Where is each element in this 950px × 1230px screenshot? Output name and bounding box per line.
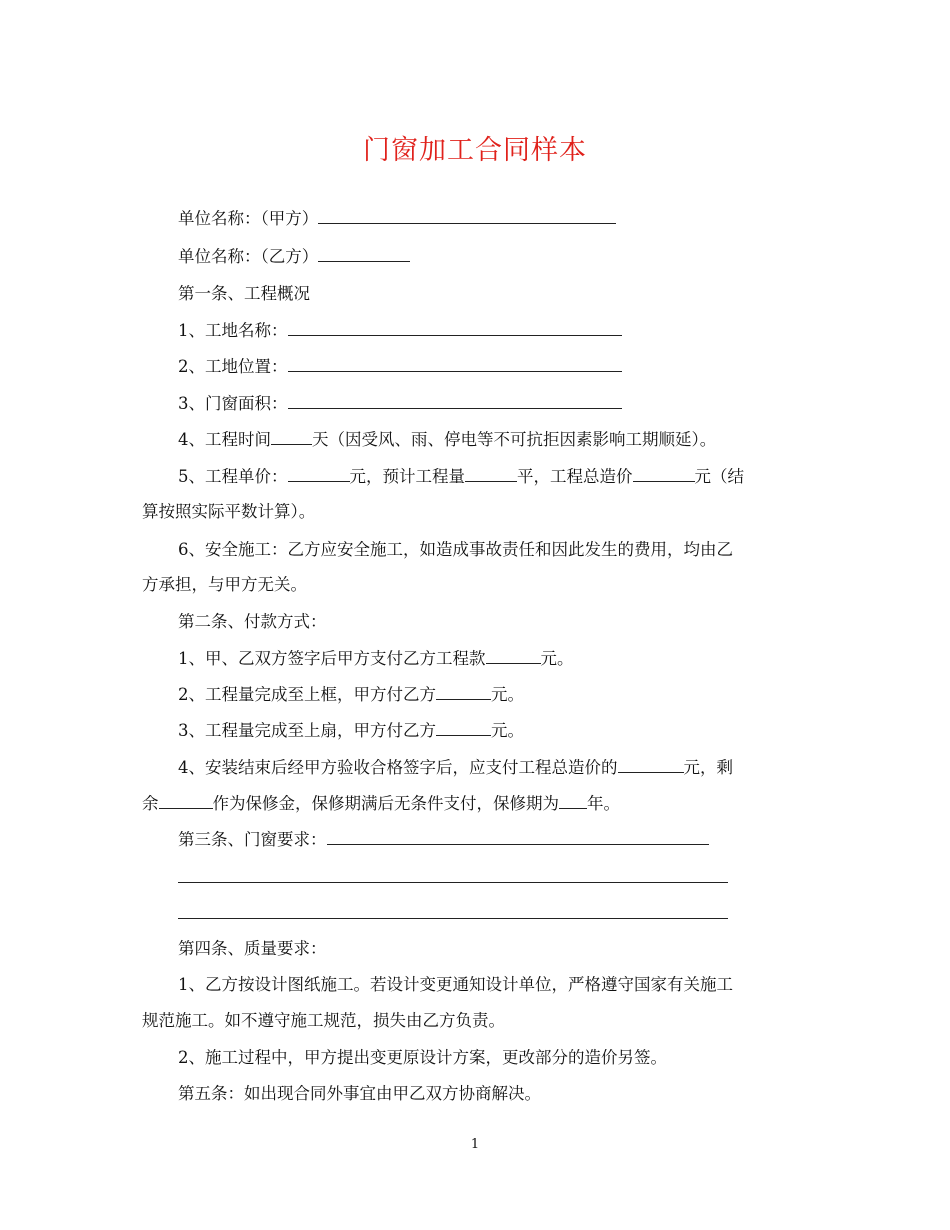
warranty-years-blank bbox=[559, 794, 587, 809]
window-requirements-rule bbox=[178, 918, 728, 919]
article-4-heading: 第四条、质量要求： bbox=[178, 939, 327, 958]
page-number: 1 bbox=[470, 1137, 480, 1152]
site-name-label: 1、工地名称： bbox=[178, 321, 288, 340]
window-area-label: 3、门窗面积： bbox=[178, 394, 288, 413]
quantity-blank bbox=[465, 467, 517, 482]
party-a-line bbox=[178, 209, 616, 229]
unit-price-label: 5、工程单价： bbox=[178, 467, 288, 486]
payment-4-remain: 余 bbox=[142, 794, 159, 813]
party-b-label: 单位名称：（乙方） bbox=[178, 247, 319, 266]
quality-2-line: 2、施工过程中，甲方提出变更原设计方案，更改部分的造价另签。 bbox=[178, 1048, 667, 1067]
quality-1-continuation: 规范施工。如不遵守施工规范，损失由乙方负责。 bbox=[142, 1011, 505, 1030]
window-requirements-blank bbox=[327, 830, 709, 845]
unit-price-blank bbox=[288, 467, 350, 482]
article-5-line: 第五条：如出现合同外事宜由甲乙双方协商解决。 bbox=[178, 1084, 541, 1103]
payment-1-blank bbox=[486, 649, 541, 664]
document-title: 门窗加工合同样本 bbox=[363, 135, 587, 166]
party-a-label: 单位名称：（甲方） bbox=[178, 209, 319, 228]
work-time-label: 4、工程时间 bbox=[178, 430, 271, 449]
payment-4-suffix: 元，剩 bbox=[683, 758, 733, 777]
payment-4-blank bbox=[618, 758, 684, 773]
payment-3-blank bbox=[436, 721, 491, 736]
payment-3-suffix: 元。 bbox=[491, 721, 524, 740]
site-name-blank bbox=[288, 321, 622, 336]
work-time-blank bbox=[271, 430, 312, 445]
window-area-line bbox=[178, 394, 622, 414]
unit-price-text-2: 平，工程总造价 bbox=[517, 467, 633, 486]
payment-2-blank bbox=[436, 685, 491, 700]
party-b-line bbox=[178, 247, 410, 267]
article-3-line bbox=[178, 830, 709, 850]
party-b-blank bbox=[318, 247, 410, 262]
payment-1-suffix: 元。 bbox=[540, 649, 574, 668]
site-name-line bbox=[178, 321, 622, 341]
site-location-line bbox=[178, 357, 622, 377]
total-price-blank bbox=[633, 467, 695, 482]
warranty-text: 作为保修金，保修期满后无条件支付，保修期为 bbox=[212, 794, 559, 813]
work-time-line bbox=[178, 430, 716, 450]
party-a-blank bbox=[318, 209, 616, 224]
unit-price-text-1: 元，预计工程量 bbox=[349, 467, 465, 486]
safety-line: 6、安全施工：乙方应安全施工，如造成事故责任和因此发生的费用，均由乙 bbox=[178, 540, 733, 559]
article-2-heading: 第二条、付款方式： bbox=[178, 612, 327, 631]
article-1-heading: 第一条、工程概况 bbox=[178, 284, 310, 303]
payment-1-label: 1、甲、乙双方签字后甲方支付乙方工程款 bbox=[178, 649, 486, 668]
site-location-label: 2、工地位置： bbox=[178, 357, 288, 376]
payment-2-suffix: 元。 bbox=[491, 685, 524, 704]
unit-price-continuation: 算按照实际平数计算）。 bbox=[142, 502, 316, 521]
window-area-blank bbox=[288, 394, 622, 409]
retention-blank bbox=[159, 794, 213, 809]
payment-4-continuation bbox=[142, 794, 620, 814]
safety-continuation: 方承担，与甲方无关。 bbox=[142, 575, 307, 594]
warranty-suffix: 年。 bbox=[587, 794, 620, 813]
site-location-blank bbox=[288, 357, 622, 372]
window-requirements-rule bbox=[178, 882, 728, 883]
payment-4-label: 4、安装结束后经甲方验收合格签字后，应支付工程总造价的 bbox=[178, 758, 618, 777]
payment-2-line bbox=[178, 685, 524, 705]
payment-4-line bbox=[178, 758, 733, 778]
quality-1-line: 1、乙方按设计图纸施工。若设计变更通知设计单位，严格遵守国家有关施工 bbox=[178, 975, 733, 994]
payment-3-line bbox=[178, 721, 524, 741]
unit-price-text-3: 元（结 bbox=[694, 467, 744, 486]
work-time-text: 天（因受风、雨、停电等不可抗拒因素影响工期顺延）。 bbox=[312, 430, 717, 449]
payment-1-line bbox=[178, 649, 574, 669]
unit-price-line bbox=[178, 467, 744, 487]
article-3-heading: 第三条、门窗要求： bbox=[178, 830, 327, 849]
payment-2-label: 2、工程量完成至上框，甲方付乙方 bbox=[178, 685, 436, 704]
payment-3-label: 3、工程量完成至上扇，甲方付乙方 bbox=[178, 721, 436, 740]
